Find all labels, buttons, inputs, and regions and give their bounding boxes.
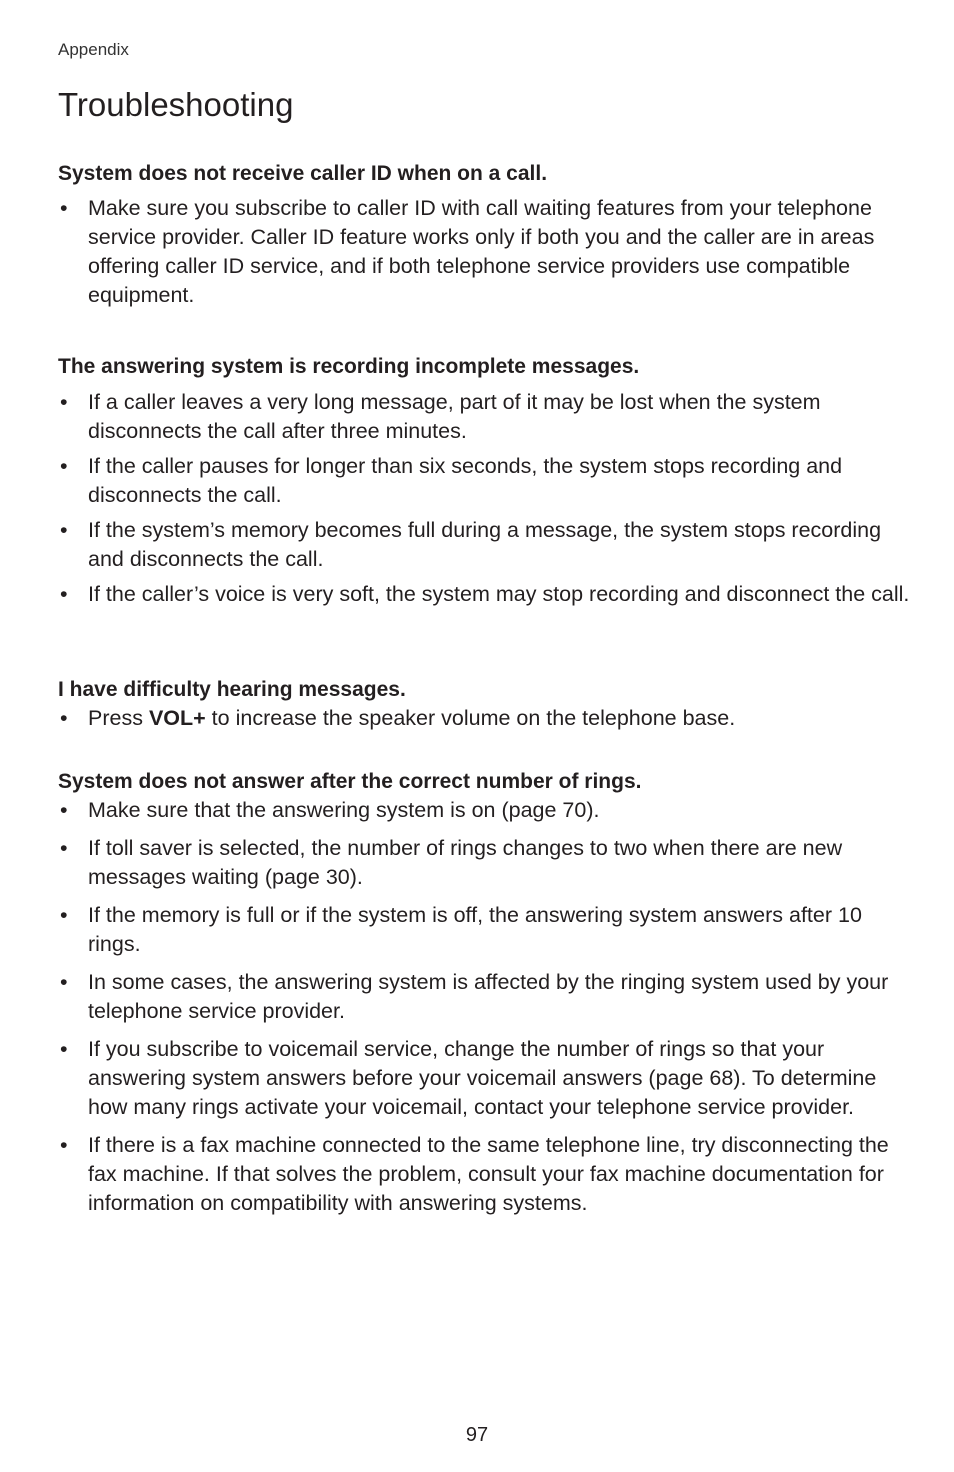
vol-plus-key-label: VOL+	[148, 706, 206, 730]
bullet-item: • If the system’s memory becomes full during a message, the system stops recording and disconnects the call.	[58, 516, 918, 574]
bullet-item	[58, 704, 918, 733]
page-title: Troubleshooting	[58, 86, 294, 123]
page-number: 97	[465, 1424, 489, 1446]
bullet-item: • In some cases, the answering system is affected by the ringing system used by your telephone service provider.	[58, 968, 918, 1026]
section-label: Appendix	[58, 40, 129, 59]
bullet-item: • Make sure you subscribe to caller ID with call waiting features from your telephone service provider. Caller ID feature works only if both you and the caller are in areas offering caller ID service, and if both telephone service providers use compatible equipment.	[58, 194, 918, 310]
bullet-list	[58, 704, 918, 733]
troubleshooting-section	[58, 767, 918, 1218]
bullet-text-prefix: Press	[88, 706, 149, 730]
section-heading: System does not receive caller ID when on a call.	[58, 162, 548, 185]
bullet-item: • If a caller leaves a very long message, part of it may be lost when the system disconnects the call after three minutes.	[58, 388, 918, 446]
bullet-text-suffix: to increase the speaker volume on the telephone base.	[205, 706, 736, 730]
bullet-item: • If the caller’s voice is very soft, the system may stop recording and disconnect the call.	[58, 580, 918, 609]
bullet-item: • If the memory is full or if the system is off, the answering system answers after 10 rings.	[58, 901, 918, 959]
bullet-list	[58, 796, 918, 1218]
bullet-item: • If you subscribe to voicemail service, change the number of rings so that your answering system answers before your voicemail answers (page 68). To determine how many rings activate your voicemail, contact your telephone service provider.	[58, 1035, 918, 1122]
section-heading: The answering system is recording incomplete messages.	[58, 355, 640, 378]
bullet-item: • If toll saver is selected, the number of rings changes to two when there are new messages waiting (page 30).	[58, 834, 918, 892]
bullet-item: • If there is a fax machine connected to the same telephone line, try disconnecting the fax machine. If that solves the problem, consult your fax machine documentation for information on compatibility with answering systems.	[58, 1131, 918, 1218]
bullet-list	[58, 194, 918, 310]
troubleshooting-section	[58, 675, 918, 733]
section-heading: System does not answer after the correct number of rings.	[58, 770, 642, 793]
bullet-item: • Make sure that the answering system is on (page 70).	[58, 796, 918, 825]
section-heading: I have difficulty hearing messages.	[58, 678, 406, 701]
bullet-item: • If the caller pauses for longer than six seconds, the system stops recording and disconnects the call.	[58, 452, 918, 510]
bullet-list	[58, 388, 918, 609]
troubleshooting-section	[58, 352, 918, 609]
troubleshooting-section	[58, 159, 918, 310]
